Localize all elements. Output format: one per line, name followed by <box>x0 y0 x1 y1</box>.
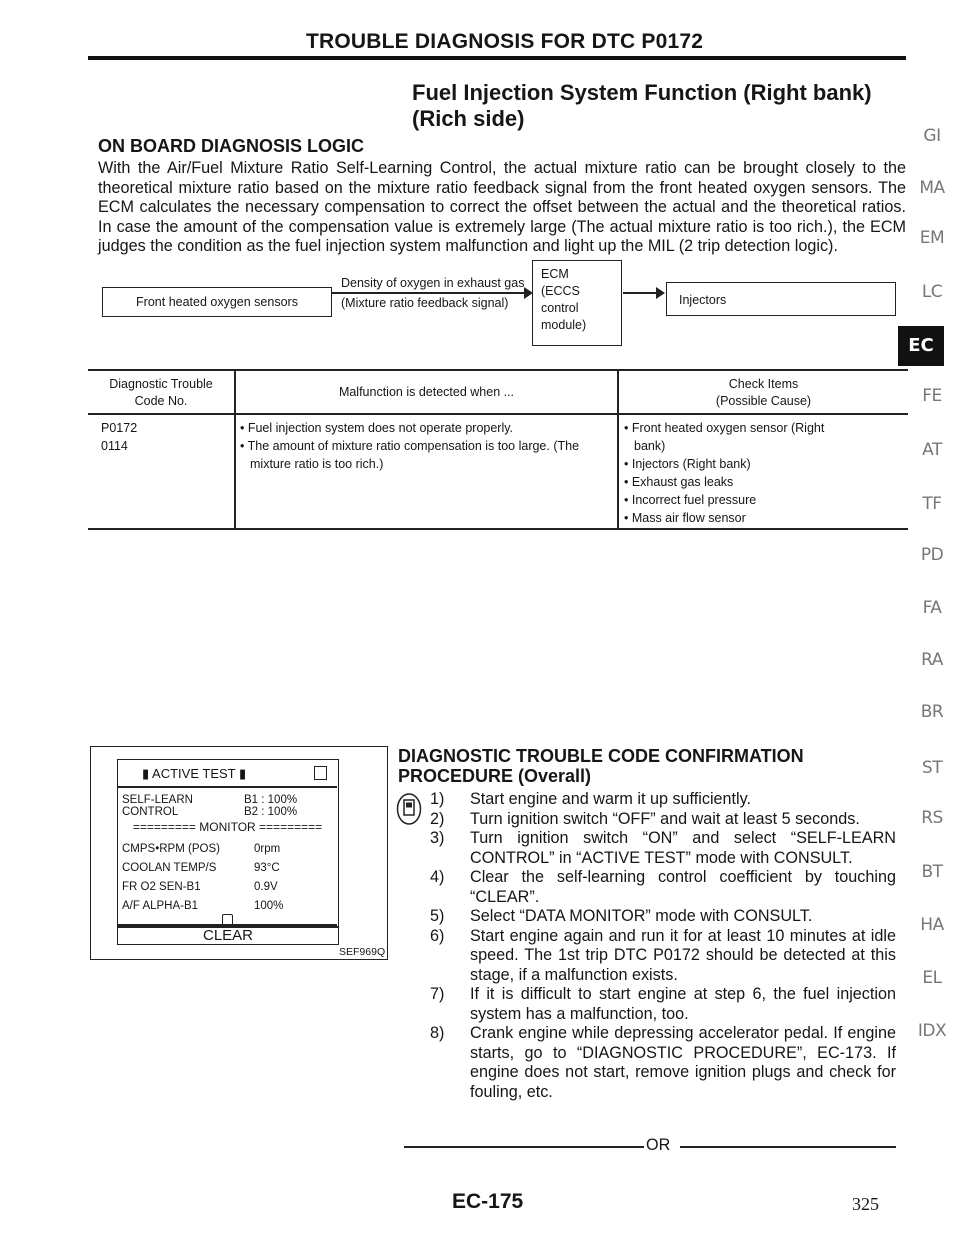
sidebar-item-fe[interactable]: FE <box>922 386 942 406</box>
consult-title: ▮ ACTIVE TEST ▮ <box>142 766 247 781</box>
table-bottom-rule <box>88 528 908 530</box>
malfunction-line-3: mixture ratio is too rich.) <box>250 457 384 471</box>
check-item-1-cont: bank) <box>634 439 666 453</box>
monitor-row-label: CMPS•RPM (POS) <box>122 843 220 855</box>
dtc-code-1: P0172 <box>101 421 138 435</box>
step-text: If it is difficult to start engine at step 6, the fuel injection system has a malfunction, too. <box>470 985 896 1023</box>
self-learn-value-b2: B2 : 100% <box>244 806 298 818</box>
consult-figure <box>90 746 388 960</box>
sidebar-item-pd[interactable]: PD <box>920 545 944 565</box>
dtc-code-cell <box>101 419 137 455</box>
sidebar-item-lc[interactable]: LC <box>921 282 943 302</box>
sidebar-item-st[interactable]: ST <box>921 758 943 778</box>
consult-screen <box>117 759 339 927</box>
monitor-row-value: 0.9V <box>254 881 278 893</box>
procedure-step <box>430 810 896 830</box>
ecm-box <box>532 260 622 346</box>
step-text: Crank engine while depressing accelerator pedal. If engine starts, go to “DIAGNOSTIC PROCEDURE”, EC-173. If engine does not start, remove ignition plugs and check for fouling, etc. <box>470 1024 896 1101</box>
procedure-step <box>430 868 896 907</box>
procedure-heading <box>398 746 804 786</box>
step-number: 2) <box>430 809 445 828</box>
monitor-values <box>254 840 283 916</box>
ecm-label-1: ECM <box>541 267 569 281</box>
malfunction-line-2: • The amount of mixture ratio compensation is too large. (The <box>240 439 580 453</box>
step-text: Select “DATA MONITOR” mode with CONSULT. <box>470 907 813 925</box>
consult-tool-icon <box>396 792 422 826</box>
consult-tool-svg <box>396 792 422 826</box>
procedure-step <box>430 985 896 1024</box>
section-title-line-2: (Rich side) <box>412 106 525 131</box>
check-items-cell <box>624 419 904 527</box>
sidebar-item-ma[interactable]: MA <box>919 178 945 198</box>
sidebar-item-br[interactable]: BR <box>920 702 944 722</box>
consult-title-rule <box>118 786 337 788</box>
step-text: Turn ignition switch “OFF” and wait at least 5 seconds. <box>470 809 860 828</box>
figure-id: SEF969Q <box>339 946 386 958</box>
monitor-label: ========= MONITOR ========= <box>132 820 323 834</box>
step-text: Clear the self-learning control coefficient by touching “CLEAR”. <box>470 868 896 906</box>
or-rule-left <box>404 1146 644 1148</box>
self-learn-label-1: SELF-LEARN <box>122 794 193 806</box>
page-code: EC-175 <box>452 1190 524 1213</box>
procedure-steps <box>430 790 896 1102</box>
step-text: Turn ignition switch “ON” and select “SELF-LEARN CONTROL” in “ACTIVE TEST” mode with CONSULT. <box>470 829 896 867</box>
header-rule <box>88 56 906 60</box>
sidebar-item-ha[interactable]: HA <box>920 915 944 935</box>
consult-checkbox <box>314 766 327 780</box>
injectors-box: Injectors <box>666 282 896 316</box>
step-text: Start engine and warm it up sufficiently. <box>470 790 752 808</box>
sidebar-item-fa[interactable]: FA <box>922 598 942 618</box>
check-item-4: • Incorrect fuel pressure <box>624 493 757 507</box>
monitor-row-label: FR O2 SEN-B1 <box>122 881 201 893</box>
obd-logic-paragraph: With the Air/Fuel Mixture Ratio Self-Learning Control, the actual mixture ratio can be brought closely to the theoretical mixture ratio based on the mixture ratio feedback signal from the front heated oxygen sensors. The ECM calculates the necessary compensation to correct the offset between the actual and the theoretical ratios. In case the amount of the compensation value is extremely large (The actual mixture ratio is too rich.), the ECM judges the condition as the fuel injection system malfunction and light up the MIL (2 trip detection logic). <box>98 159 906 255</box>
page-header-title: TROUBLE DIAGNOSIS FOR DTC P0172 <box>306 30 704 53</box>
sidebar-item-bt[interactable]: BT <box>921 862 943 882</box>
col-header-dtc-line-2: Code No. <box>134 394 188 408</box>
check-item-1: • Front heated oxygen sensor (Right <box>624 421 825 435</box>
or-rule-right <box>680 1146 896 1148</box>
clear-button[interactable]: CLEAR <box>117 927 339 945</box>
step-number: 4) <box>430 868 445 886</box>
injector-arrow-head <box>656 287 665 299</box>
col-header-dtc <box>88 376 234 410</box>
ecm-label-2: (ECCS <box>541 284 580 298</box>
section-title-line-1: Fuel Injection System Function (Right bank) <box>412 80 872 105</box>
col-header-malfunction: Malfunction is detected when ... <box>338 385 515 399</box>
step-number: 8) <box>430 1024 445 1042</box>
procedure-heading-line-2: PROCEDURE (Overall) <box>398 766 592 786</box>
signal-arrow-line <box>331 292 527 294</box>
injector-arrow-line <box>623 292 659 294</box>
signal-label-2: (Mixture ratio feedback signal) <box>341 296 509 310</box>
monitor-row-label: A/F ALPHA-B1 <box>122 900 199 912</box>
sidebar-item-el[interactable]: EL <box>922 968 942 988</box>
step-text: Start engine again and run it for at least 10 minutes at idle speed. The 1st trip DTC P0172 should be detected at this stage, if a malfunction exists. <box>470 926 896 984</box>
step-number: 5) <box>430 907 445 925</box>
self-learn-label <box>122 794 193 818</box>
sidebar-item-ec[interactable]: EC <box>898 326 944 366</box>
monitor-labels <box>122 840 220 916</box>
monitor-row-label: COOLAN TEMP/S <box>122 862 217 874</box>
table-top-rule <box>88 369 908 371</box>
malfunction-cell <box>240 419 616 473</box>
monitor-row-value: 93°C <box>254 862 280 874</box>
table-header-rule <box>88 413 908 415</box>
check-item-5: • Mass air flow sensor <box>624 511 746 525</box>
sidebar-item-at[interactable]: AT <box>922 440 942 460</box>
col-header-check <box>619 376 908 410</box>
check-item-3: • Exhaust gas leaks <box>624 475 734 489</box>
col-header-dtc-line-1: Diagnostic Trouble <box>109 377 213 391</box>
section-title <box>412 80 872 132</box>
sidebar-item-rs[interactable]: RS <box>921 808 943 828</box>
signal-label-1: Density of oxygen in exhaust gas <box>341 276 525 290</box>
monitor-row-value: 0rpm <box>254 843 281 855</box>
malfunction-line-1: • Fuel injection system does not operate properly. <box>240 421 514 435</box>
step-number: 3) <box>430 829 445 847</box>
sidebar-item-em[interactable]: EM <box>919 228 945 248</box>
col-header-check-line-2: (Possible Cause) <box>715 394 812 408</box>
ecm-label-4: module) <box>541 318 587 332</box>
obd-logic-heading: ON BOARD DIAGNOSIS LOGIC <box>98 136 365 156</box>
consult-screen-divider <box>118 924 337 926</box>
self-learn-value-b1: B1 : 100% <box>244 794 298 806</box>
self-learn-label-2: CONTROL <box>122 806 179 818</box>
step-number: 7) <box>430 985 445 1003</box>
step-number: 1) <box>430 790 445 808</box>
procedure-step <box>430 1024 896 1102</box>
sidebar-item-idx[interactable]: IDX <box>917 1021 947 1041</box>
procedure-step <box>430 829 896 868</box>
or-label: OR <box>646 1136 671 1154</box>
col-header-check-line-1: Check Items <box>728 377 799 391</box>
monitor-row-value: 100% <box>254 900 284 912</box>
sensor-box: Front heated oxygen sensors <box>102 287 332 317</box>
procedure-step <box>430 927 896 986</box>
procedure-step <box>430 790 896 810</box>
sidebar-item-gi[interactable]: GI <box>923 126 941 146</box>
sidebar-item-ra[interactable]: RA <box>921 650 943 670</box>
ecm-label-3: control <box>541 301 579 315</box>
sidebar-item-tf[interactable]: TF <box>922 494 942 514</box>
procedure-step <box>430 907 896 927</box>
step-number: 6) <box>430 926 445 945</box>
procedure-heading-line-1: DIAGNOSTIC TROUBLE CODE CONFIRMATION <box>398 746 804 766</box>
dtc-code-2: 0114 <box>101 439 128 453</box>
check-item-2: • Injectors (Right bank) <box>624 457 751 471</box>
self-learn-values <box>244 794 297 818</box>
page-number: 325 <box>852 1194 879 1214</box>
